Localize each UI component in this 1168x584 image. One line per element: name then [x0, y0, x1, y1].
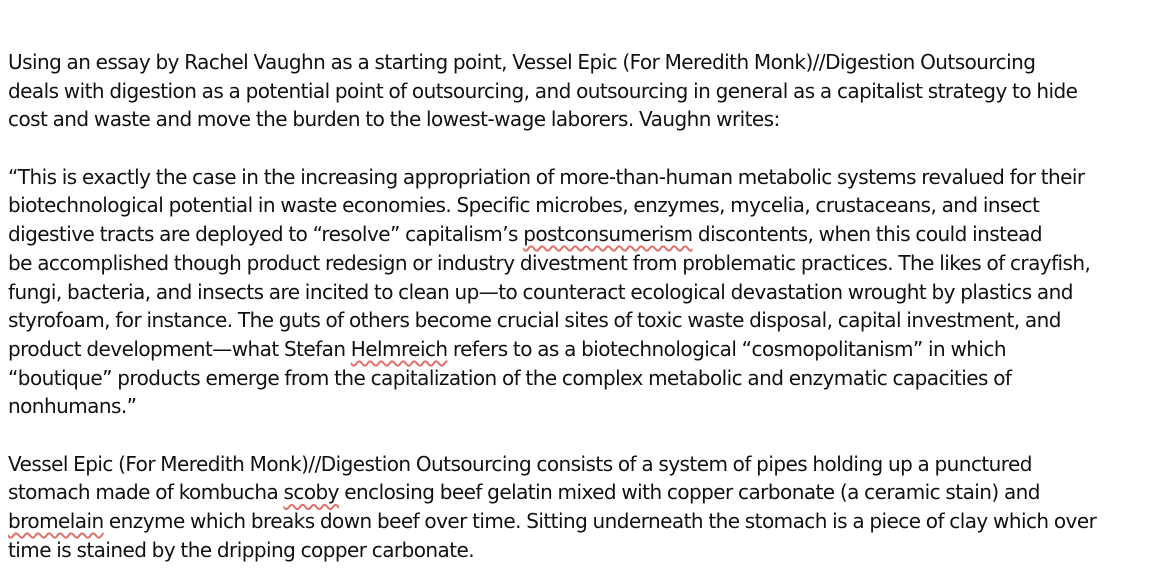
text-segment: stomach made of kombucha	[8, 480, 284, 505]
text-line: deals with digestion as a potential point of outsourcing, and outsourcing in general as a capitalist strategy to hide	[8, 78, 1078, 103]
text-line: “boutique” products emerge from the capitalization of the complex metabolic and enzymatic capacities of	[8, 365, 1012, 390]
text-segment: enclosing beef gelatin mixed with copper carbonate (a ceramic stain) and	[338, 480, 1040, 505]
text-segment: discontents, when this could instead	[692, 222, 1043, 247]
text-line	[8, 335, 1168, 364]
text-segment: enzyme which breaks down beef over time. Sitting underneath the stomach is a piece of clay which over	[103, 509, 1097, 533]
text-line: Using an essay by Rachel Vaughn as a starting point, Vessel Epic (For Meredith Monk)//Digestion Outsourcing	[8, 50, 1036, 74]
intro-paragraph	[8, 48, 1168, 134]
text-segment: refers to as a biotechnological “cosmopolitanism” in which	[447, 336, 1006, 361]
description-paragraph	[8, 450, 1168, 565]
spellcheck-flagged-word[interactable]: scoby	[283, 480, 339, 505]
text-line	[8, 478, 1168, 507]
quote-paragraph	[8, 163, 1168, 421]
spellcheck-flagged-word[interactable]: Helmreich	[350, 336, 448, 361]
text-line: “This is exactly the case in the increasing appropriation of more-than-human metabolic systems revalued for their	[8, 164, 1085, 189]
text-line: time is stained by the dripping copper carbonate.	[8, 537, 475, 562]
text-line: fungi, bacteria, and insects are incited to clean up—to counteract ecological devastation wrought by plastics and	[8, 279, 1073, 304]
text-line: biotechnological potential in waste economies. Specific microbes, enzymes, mycelia, crustaceans, and insect	[8, 193, 1040, 218]
text-line: nonhumans.”	[8, 394, 137, 419]
spellcheck-flagged-word[interactable]: postconsumerism	[523, 222, 693, 247]
text-line: styrofoam, for instance. The guts of others become crucial sites of toxic waste disposal, capital investment, and	[8, 308, 1061, 333]
text-line: be accomplished though product redesign or industry divestment from problematic practices. The likes of crayfish,	[8, 250, 1091, 275]
text-segment: product development—what Stefan	[8, 336, 351, 361]
text-segment: digestive tracts are deployed to “resolve” capitalism’s	[8, 222, 524, 247]
text-line: cost and waste and move the burden to the lowest-wage laborers. Vaughn writes:	[8, 107, 780, 132]
text-line: Vessel Epic (For Meredith Monk)//Digestion Outsourcing consists of a system of pipes holding up a punctured	[8, 451, 1032, 476]
text-line	[8, 507, 1168, 536]
text-line	[8, 220, 1168, 249]
spellcheck-flagged-word[interactable]: bromelain	[8, 509, 104, 533]
